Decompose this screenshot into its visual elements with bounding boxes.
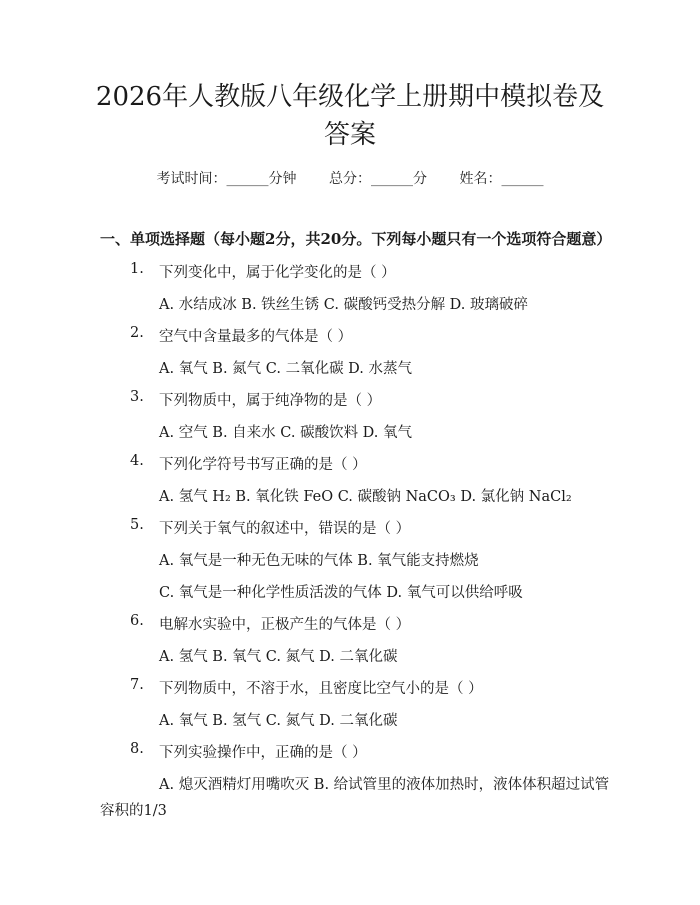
question-text: 下列关于氧气的叙述中，错误的是（ ） [159,521,411,537]
question-text: 电解水实验中，正极产生的气体是（ ） [159,617,411,633]
exam-meta [0,168,700,188]
options-line: A. 氢气 B. 氧气 C. 氮气 D. 二氧化碳 [159,649,398,665]
question-text: 下列物质中，属于纯净物的是（ ） [159,393,382,409]
question-text: 下列变化中，属于化学变化的是（ ） [159,265,396,281]
question-number: 1. [130,261,144,277]
options-line: A. 氧气 B. 氮气 C. 二氧化碳 D. 水蒸气 [159,361,413,377]
question-number: 7. [130,677,144,693]
question-text: 下列化学符号书写正确的是（ ） [159,457,367,473]
question-number: 3. [130,389,144,405]
exam-time: 考试时间：______分钟 [156,171,297,187]
options-line: A. 空气 B. 自来水 C. 碳酸饮料 D. 氧气 [159,425,413,441]
options-line: A. 氧气是一种无色无味的气体 B. 氧气能支持燃烧 [159,553,479,569]
student-name: 姓名：______ [459,171,544,187]
question-text: 下列物质中，不溶于水，且密度比空气小的是（ ） [159,681,483,697]
question-number: 2. [130,325,144,341]
title-line-1: 2026年人教版八年级化学上册期中模拟卷及 [95,82,605,112]
page-title [60,78,640,154]
question-number: 4. [130,453,144,469]
question-number: 5. [130,517,144,533]
title-line-2: 答案 [323,120,376,150]
question-number: 6. [130,613,144,629]
options-line: A. 熄灭酒精灯用嘴吹灭 B. 给试管里的液体加热时，液体体积超过试管 [159,777,610,793]
question-text: 下列实验操作中，正确的是（ ） [159,745,367,761]
options-line: A. 水结成冰 B. 铁丝生锈 C. 碳酸钙受热分解 D. 玻璃破碎 [159,297,529,313]
options-line: C. 氧气是一种化学性质活泼的气体 D. 氧气可以供给呼吸 [159,585,523,601]
options-line: A. 氧气 B. 氢气 C. 氮气 D. 二氧化碳 [159,713,398,729]
total-score: 总分：______分 [329,171,427,187]
section-heading: 一、单项选择题（每小题2分，共20分。下列每小题只有一个选项符合题意） [100,230,612,248]
question-number: 8. [130,741,144,757]
options-line: A. 氢气 H₂ B. 氧化铁 FeO C. 碳酸钠 NaCO₃ D. 氯化钠 NaCl₂ [159,489,572,505]
question-text: 空气中含量最多的气体是（ ） [159,329,353,345]
options-line-continued: 容积的1/3 [100,803,167,819]
